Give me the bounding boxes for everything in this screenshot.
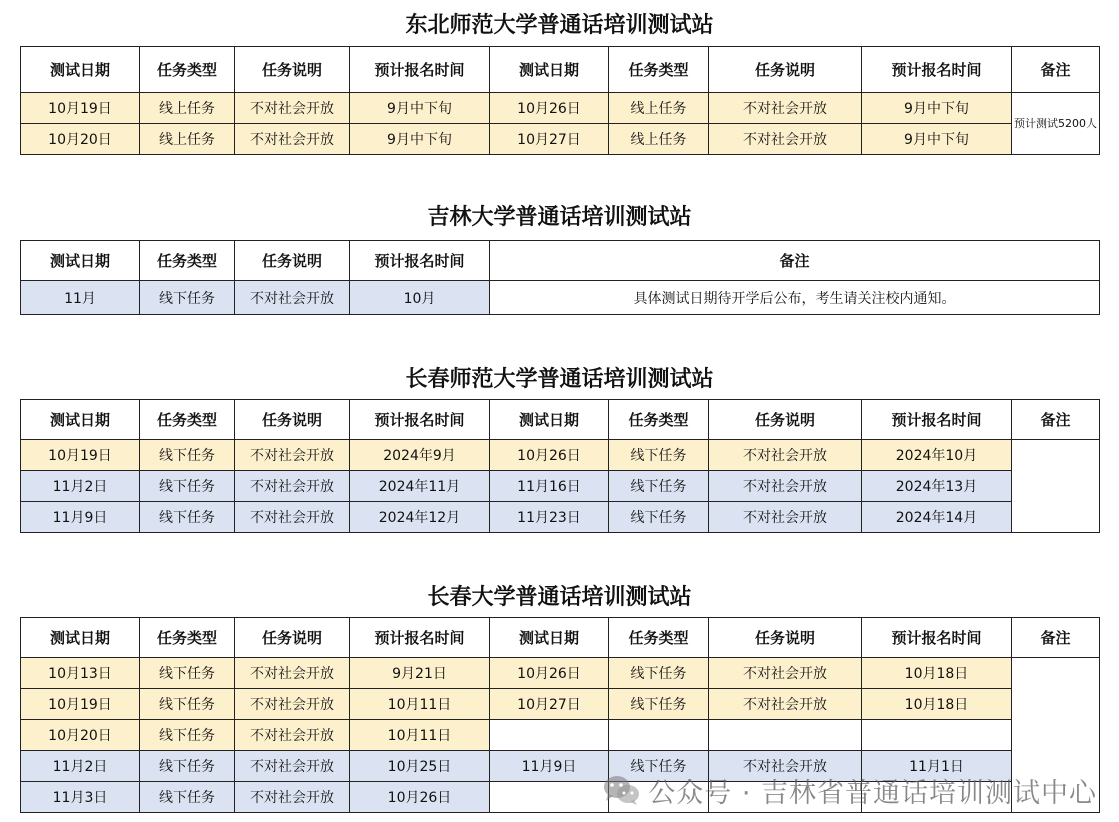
table-cell: 不对社会开放 <box>709 93 862 124</box>
table-cell: 不对社会开放 <box>235 93 350 124</box>
schedule-table-jlu <box>20 240 1100 315</box>
schedule-table-nenu <box>20 46 1100 155</box>
table-cell: 2024年11月 <box>350 471 490 502</box>
table-cell: 线下任务 <box>140 720 235 751</box>
table-cell: 10月26日 <box>490 440 609 471</box>
column-header: 任务类型 <box>140 400 235 440</box>
column-header: 任务说明 <box>709 400 862 440</box>
column-header: 备注 <box>490 241 1100 281</box>
table-cell: 11月9日 <box>21 502 140 533</box>
column-header: 预计报名时间 <box>350 618 490 658</box>
table-cell: 不对社会开放 <box>235 782 350 813</box>
table-cell: 9月中下旬 <box>350 93 490 124</box>
table-cell: 2024年14月 <box>862 502 1012 533</box>
table-cell: 不对社会开放 <box>709 440 862 471</box>
table-cell <box>490 782 609 813</box>
table-cell: 不对社会开放 <box>235 751 350 782</box>
table-cell: 不对社会开放 <box>709 124 862 155</box>
table-cell: 不对社会开放 <box>235 124 350 155</box>
table-cell: 不对社会开放 <box>235 471 350 502</box>
table-cell: 10月13日 <box>21 658 140 689</box>
table-cell: 2024年10月 <box>862 440 1012 471</box>
table-cell: 不对社会开放 <box>709 502 862 533</box>
wechat-icon <box>602 774 640 806</box>
remark-cell: 具体测试日期待开学后公布，考生请关注校内通知。 <box>490 281 1100 315</box>
table-cell: 9月中下旬 <box>862 124 1012 155</box>
column-header: 测试日期 <box>21 241 140 281</box>
table-cell <box>490 720 609 751</box>
column-header: 任务说明 <box>235 241 350 281</box>
table-cell: 线上任务 <box>609 93 709 124</box>
table-row <box>21 440 1100 471</box>
table-cell: 线下任务 <box>140 471 235 502</box>
table-cell: 10月18日 <box>862 658 1012 689</box>
remark-cell: 预计测试5200人 <box>1012 93 1100 155</box>
column-header: 任务说明 <box>235 47 350 93</box>
table-row <box>21 281 1100 315</box>
table-cell: 10月26日 <box>490 93 609 124</box>
column-header: 任务类型 <box>609 400 709 440</box>
table-cell: 10月20日 <box>21 124 140 155</box>
table-row <box>21 502 1100 533</box>
remark-cell <box>1012 440 1100 533</box>
section-title-nenu: 东北师范大学普通话培训测试站 <box>405 12 714 38</box>
watermark <box>602 770 1097 810</box>
table-cell: 不对社会开放 <box>709 689 862 720</box>
table-cell: 不对社会开放 <box>235 689 350 720</box>
table-header-row <box>21 618 1100 658</box>
table-cell: 2024年12月 <box>350 502 490 533</box>
table-header-row <box>21 400 1100 440</box>
section-title-ccu: 长春大学普通话培训测试站 <box>427 584 692 610</box>
table-cell: 线下任务 <box>609 751 709 782</box>
column-header: 任务类型 <box>140 241 235 281</box>
table-cell: 10月26日 <box>350 782 490 813</box>
table-cell: 线下任务 <box>609 471 709 502</box>
table-cell: 不对社会开放 <box>235 440 350 471</box>
table-cell: 10月20日 <box>21 720 140 751</box>
column-header: 预计报名时间 <box>862 618 1012 658</box>
column-header: 预计报名时间 <box>350 241 490 281</box>
table-cell: 不对社会开放 <box>235 502 350 533</box>
table-cell: 2024年13月 <box>862 471 1012 502</box>
table-cell: 2024年9月 <box>350 440 490 471</box>
column-header: 任务说明 <box>235 400 350 440</box>
table-cell: 10月11日 <box>350 689 490 720</box>
table-cell: 11月2日 <box>21 751 140 782</box>
table-cell: 11月23日 <box>490 502 609 533</box>
table-cell: 不对社会开放 <box>235 720 350 751</box>
column-header: 任务类型 <box>609 618 709 658</box>
table-cell: 10月19日 <box>21 93 140 124</box>
column-header: 预计报名时间 <box>862 47 1012 93</box>
table-cell <box>862 720 1012 751</box>
table-cell: 11月16日 <box>490 471 609 502</box>
column-header: 测试日期 <box>490 618 609 658</box>
column-header: 预计报名时间 <box>350 400 490 440</box>
table-cell: 线下任务 <box>140 782 235 813</box>
table-cell: 线上任务 <box>140 93 235 124</box>
column-header: 备注 <box>1012 618 1100 658</box>
table-row <box>21 658 1100 689</box>
table-cell: 不对社会开放 <box>235 281 350 315</box>
table-row <box>21 471 1100 502</box>
column-header: 任务说明 <box>709 618 862 658</box>
table-row <box>21 124 1100 155</box>
table-cell: 11月3日 <box>21 782 140 813</box>
column-header: 任务类型 <box>609 47 709 93</box>
table-cell <box>609 720 709 751</box>
table-cell: 线上任务 <box>609 124 709 155</box>
table-cell: 线上任务 <box>140 124 235 155</box>
table-cell: 线下任务 <box>140 658 235 689</box>
table-cell: 线下任务 <box>140 281 235 315</box>
schedule-table-ccnu <box>20 399 1100 533</box>
table-cell <box>709 720 862 751</box>
table-header-row <box>21 47 1100 93</box>
column-header: 任务说明 <box>709 47 862 93</box>
table-header-row <box>21 241 1100 281</box>
column-header: 备注 <box>1012 47 1100 93</box>
table-cell: 11月9日 <box>490 751 609 782</box>
column-header: 测试日期 <box>21 618 140 658</box>
section-title-ccnu: 长春师范大学普通话培训测试站 <box>405 366 714 392</box>
table-cell: 10月 <box>350 281 490 315</box>
table-cell: 10月18日 <box>862 689 1012 720</box>
table-cell: 9月21日 <box>350 658 490 689</box>
table-cell: 10月25日 <box>350 751 490 782</box>
section-title-jlu: 吉林大学普通话培训测试站 <box>427 204 692 230</box>
table-cell: 线下任务 <box>609 658 709 689</box>
table-cell: 10月19日 <box>21 440 140 471</box>
table-cell: 9月中下旬 <box>350 124 490 155</box>
table-cell: 线下任务 <box>140 751 235 782</box>
table-cell: 线下任务 <box>609 440 709 471</box>
table-cell: 不对社会开放 <box>709 751 862 782</box>
table-row <box>21 93 1100 124</box>
table-cell: 10月27日 <box>490 689 609 720</box>
column-header: 预计报名时间 <box>862 400 1012 440</box>
table-cell: 不对社会开放 <box>709 658 862 689</box>
table-cell: 不对社会开放 <box>235 658 350 689</box>
table-cell: 10月11日 <box>350 720 490 751</box>
table-cell: 线下任务 <box>140 440 235 471</box>
table-cell: 11月1日 <box>862 751 1012 782</box>
table-cell: 11月 <box>21 281 140 315</box>
column-header: 任务类型 <box>140 47 235 93</box>
table-cell: 10月26日 <box>490 658 609 689</box>
table-cell: 线下任务 <box>609 689 709 720</box>
table-cell: 10月27日 <box>490 124 609 155</box>
column-header: 任务说明 <box>235 618 350 658</box>
table-cell: 线下任务 <box>140 502 235 533</box>
watermark-text: 公众号 · 吉林省普通话培训测试中心 <box>648 777 1097 809</box>
table-cell: 10月19日 <box>21 689 140 720</box>
column-header: 测试日期 <box>21 47 140 93</box>
column-header: 测试日期 <box>490 400 609 440</box>
column-header: 任务类型 <box>140 618 235 658</box>
table-row <box>21 720 1100 751</box>
table-row <box>21 689 1100 720</box>
table-cell: 线下任务 <box>609 502 709 533</box>
table-cell: 不对社会开放 <box>709 471 862 502</box>
column-header: 测试日期 <box>490 47 609 93</box>
table-cell: 线下任务 <box>140 689 235 720</box>
column-header: 预计报名时间 <box>350 47 490 93</box>
column-header: 备注 <box>1012 400 1100 440</box>
column-header: 测试日期 <box>21 400 140 440</box>
table-cell: 11月2日 <box>21 471 140 502</box>
table-cell: 9月中下旬 <box>862 93 1012 124</box>
